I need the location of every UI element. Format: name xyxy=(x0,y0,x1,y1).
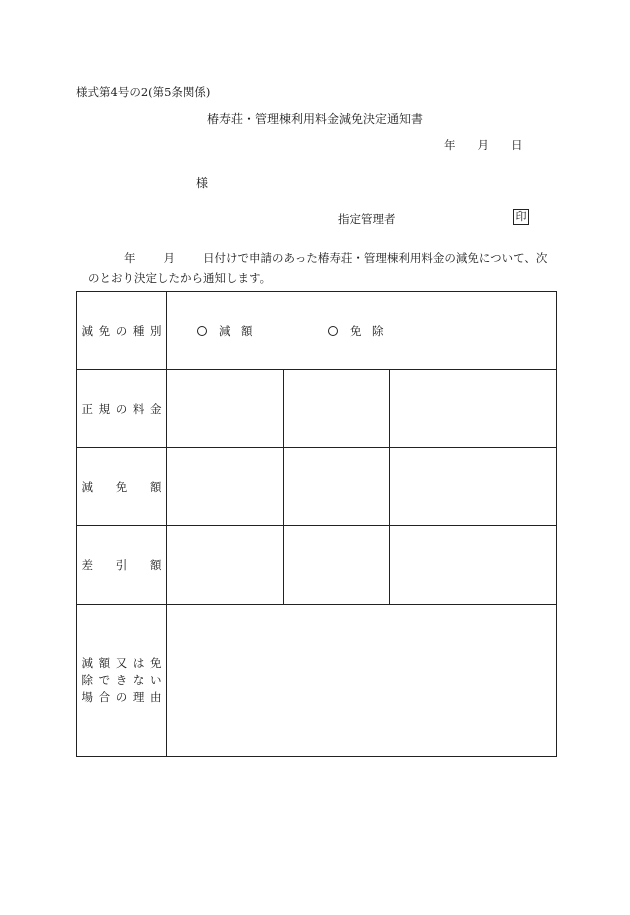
label-reason xyxy=(77,605,167,756)
option-char: 額 xyxy=(241,323,253,338)
notice-body xyxy=(88,248,556,288)
body-line-1-text: 日付けで申請のあった椿寿荘・管理棟利用料金の減免について、次 xyxy=(203,251,548,265)
label-char: 免 xyxy=(150,656,162,670)
reason-text-area[interactable] xyxy=(167,605,556,756)
table-row-reason xyxy=(77,605,556,756)
date-line xyxy=(444,137,523,153)
label-char: 引 xyxy=(115,558,128,572)
regular-fee-cell-3[interactable] xyxy=(390,370,556,447)
label-char: 差 xyxy=(81,558,93,572)
label-net-amount xyxy=(77,526,167,604)
regular-fee-cell-1[interactable] xyxy=(167,370,284,447)
option-char: 減 xyxy=(219,323,231,338)
label-char: 由 xyxy=(150,690,162,704)
label-char: 額 xyxy=(150,479,162,494)
net-amount-cell-3[interactable] xyxy=(390,526,556,604)
label-char: 理 xyxy=(132,690,145,704)
label-char: 免 xyxy=(115,479,128,494)
label-char: い xyxy=(150,673,162,687)
reason-label-line-2 xyxy=(82,672,162,689)
body-year-label: 年 xyxy=(124,251,136,265)
label-char: 額 xyxy=(150,558,162,572)
label-char: の xyxy=(115,690,128,704)
seal-mark: 印 xyxy=(513,209,529,225)
exemption-amount-cell-2[interactable] xyxy=(284,448,390,525)
net-amount-cell-1[interactable] xyxy=(167,526,284,604)
net-amount-cell-2[interactable] xyxy=(284,526,390,604)
body-line-1 xyxy=(88,248,556,268)
body-line-2: のとおり決定したから通知します。 xyxy=(88,271,272,285)
label-char: な xyxy=(132,673,145,687)
date-month-label: 月 xyxy=(477,138,489,152)
label-exemption-type xyxy=(77,292,167,369)
decision-table xyxy=(76,291,557,757)
label-char: 場 xyxy=(81,690,93,704)
label-regular-fee xyxy=(77,370,167,447)
exemption-amount-cell-1[interactable] xyxy=(167,448,284,525)
label-char: 減 xyxy=(81,323,93,338)
option-char: 除 xyxy=(372,323,384,338)
regular-fee-cell-2[interactable] xyxy=(284,370,390,447)
exemption-amount-cell-3[interactable] xyxy=(390,448,556,525)
date-day-label: 日 xyxy=(511,138,523,152)
label-char: 又 xyxy=(115,656,128,670)
addressee-suffix: 様 xyxy=(196,176,209,190)
date-year-label: 年 xyxy=(444,138,456,152)
label-char: で xyxy=(98,673,111,687)
table-row-net-amount xyxy=(77,526,556,605)
table-row-regular-fee xyxy=(77,370,556,448)
reason-label-line-3 xyxy=(82,689,162,706)
label-char: の xyxy=(115,401,128,416)
label-char: の xyxy=(115,323,128,338)
document-title: 椿寿荘・管理棟利用料金減免決定通知書 xyxy=(206,112,423,126)
option-exemption[interactable] xyxy=(328,292,394,369)
radio-circle-icon[interactable] xyxy=(197,326,207,336)
label-char: は xyxy=(132,656,145,670)
label-char: 減 xyxy=(81,656,93,670)
label-exemption-amount xyxy=(77,448,167,525)
label-char: 減 xyxy=(81,479,93,494)
option-reduction[interactable] xyxy=(197,292,263,369)
label-char: 金 xyxy=(150,401,162,416)
label-char: 種 xyxy=(132,323,145,338)
designated-manager-label: 指定管理者 xyxy=(338,212,396,226)
label-char: 正 xyxy=(81,401,93,416)
radio-circle-icon[interactable] xyxy=(328,326,338,336)
table-row-exemption-amount xyxy=(77,448,556,526)
label-char: 規 xyxy=(98,401,111,416)
label-char: 別 xyxy=(150,323,162,338)
label-char: 額 xyxy=(98,656,111,670)
label-char: 料 xyxy=(132,401,145,416)
label-char: 除 xyxy=(81,673,93,687)
table-row-exemption-type xyxy=(77,292,556,370)
form-number: 様式第4号の2(第5条関係) xyxy=(76,85,211,99)
body-month-label: 月 xyxy=(163,251,175,265)
label-char: き xyxy=(115,673,128,687)
option-char: 免 xyxy=(350,323,362,338)
label-char: 合 xyxy=(98,690,111,704)
reason-label-line-1 xyxy=(82,655,162,672)
label-char: 免 xyxy=(98,323,111,338)
